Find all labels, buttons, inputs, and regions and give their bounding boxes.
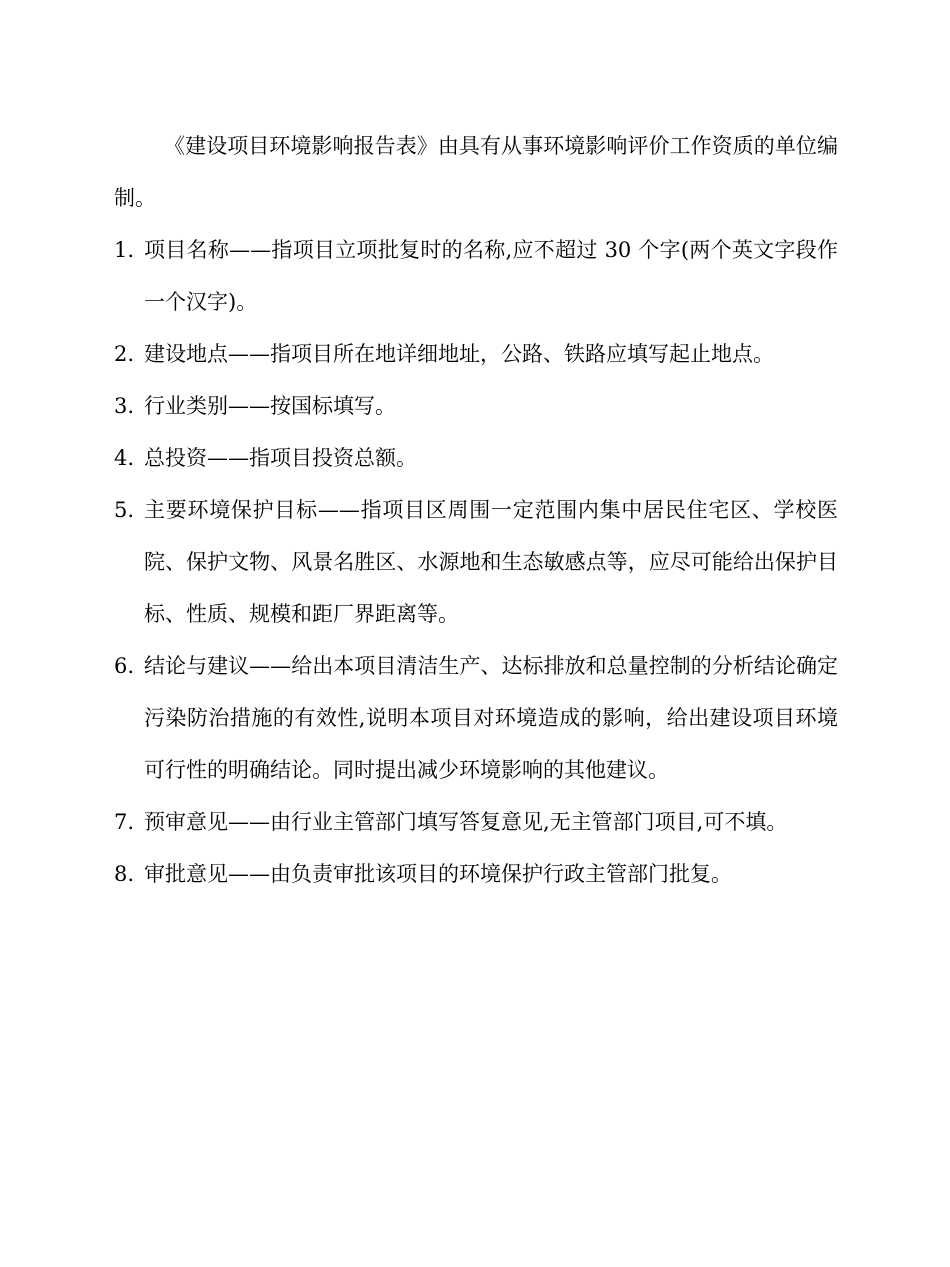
list-item-text: 项目名称——指项目立项批复时的名称,应不超过 30 个字(两个英文字段作一个汉字)。 [144,238,838,314]
list-item [114,224,838,328]
list-item [114,848,838,900]
list-item-number: 3. [114,394,135,418]
list-item-number: 6. [114,654,135,678]
list-item-text: 审批意见——由负责审批该项目的环境保护行政主管部门批复。 [144,862,732,886]
list-item [114,380,838,432]
list-item-text: 结论与建议——给出本项目清洁生产、达标排放和总量控制的分析结论确定污染防治措施的有效性,说明本项目对环境造成的影响，给出建设项目环境可行性的明确结论。同时提出减少环境影响的其他建议。 [144,654,838,782]
list-item-text: 主要环境保护目标——指项目区周围一定范围内集中居民住宅区、学校医院、保护文物、风景名胜区、水源地和生态敏感点等，应尽可能给出保护目标、性质、规模和距厂界距离等。 [144,498,838,626]
list-item-number: 1. [114,238,135,262]
list-item-number: 2. [114,342,135,366]
list-item [114,640,838,796]
list-item-text: 行业类别——按国标填写。 [144,394,396,418]
intro-paragraph: 《建设项目环境影响报告表》由具有从事环境影响评价工作资质的单位编制。 [114,134,838,210]
list-item-number: 8. [114,862,135,886]
list-item-text: 预审意见——由行业主管部门填写答复意见,无主管部门项目,可不填。 [144,810,788,834]
list-item-text: 建设地点——指项目所在地详细地址，公路、铁路应填写起止地点。 [144,342,774,366]
list-item-number: 7. [114,810,135,834]
list-item-number: 5. [114,498,135,522]
list-item [114,432,838,484]
list-item [114,796,838,848]
list-item [114,484,838,640]
list-item [114,328,838,380]
list-item-text: 总投资——指项目投资总额。 [144,446,417,470]
list-item-number: 4. [114,446,135,470]
notes-list [114,224,838,900]
